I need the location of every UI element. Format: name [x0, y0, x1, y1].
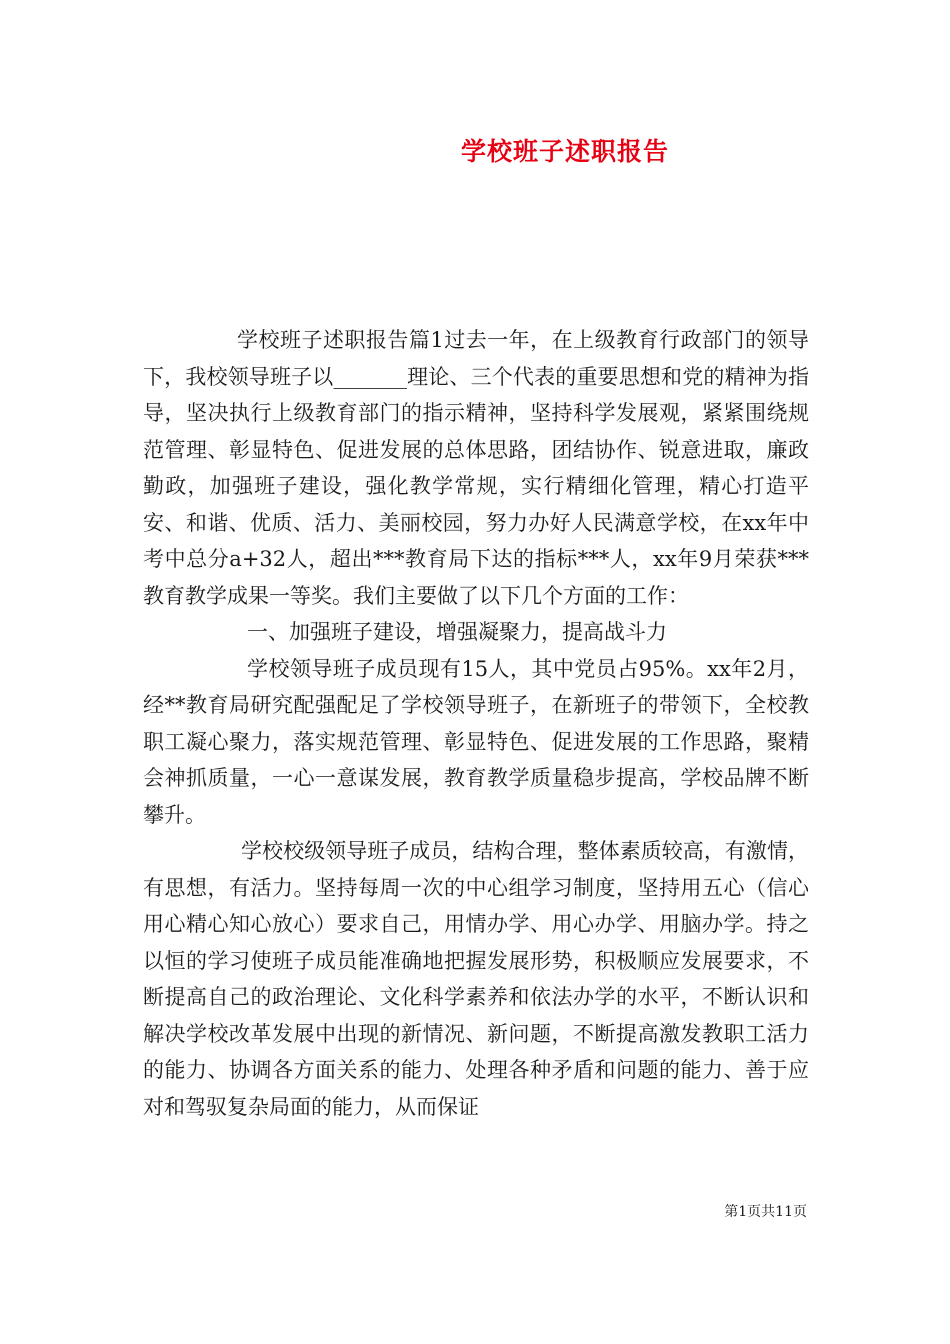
- paragraph-team-members: 学校领导班子成员现有15人，其中党员占95%。xx年2月，经**教育局研究配强配足了学校领导班子，在新班子的带领下，全校教职工凝心聚力，落实规范管理、彰显特色、促进发展的工作思路，聚精会神抓质量，一心一意谋发展，教育教学质量稳步提高，学校品牌不断攀升。: [143, 656, 809, 827]
- document-body: [143, 322, 809, 1125]
- page-number: 第1页共11页: [724, 1204, 807, 1220]
- paragraph-intro: 学校班子述职报告篇1过去一年，在上级教育行政部门的领导下，我校领导班子以_______理论、三个代表的重要思想和党的精神为指导，坚决执行上级教育部门的指示精神，坚持科学发展观，紧紧围绕规范管理、彰显特色、促进发展的总体思路，团结协作、锐意进取，廉政勤政，加强班子建设，强化教学常规，实行精细化管理，精心打造平安、和谐、优质、活力、美丽校园，努力办好人民满意学校，在xx年中考中总分a+32人，超出***教育局下达的指标***人，xx年9月荣获***教育教学成果一等奖。我们主要做了以下几个方面的工作：: [143, 328, 809, 608]
- document-title: 学校班子述职报告: [460, 137, 669, 166]
- paragraph-team-quality: 学校校级领导班子成员，结构合理，整体素质较高，有激情，有思想，有活力。坚持每周一次的中心组学习制度，坚持用五心（信心用心精心知心放心）要求自己，用情办学、用心办学、用脑办学。持之以恒的学习使班子成员能准确地把握发展形势，积极顺应发展要求，不断提高自己的政治理论、文化科学素养和依法办学的水平，不断认识和解决学校改革发展中出现的新情况、新问题，不断提高激发教职工活力的能力、协调各方面关系的能力、处理各种矛盾和问题的能力、善于应对和驾驭复杂局面的能力，从而保证: [143, 839, 809, 1119]
- section-heading: 一、加强班子建设，增强凝聚力，提高战斗力: [247, 620, 667, 644]
